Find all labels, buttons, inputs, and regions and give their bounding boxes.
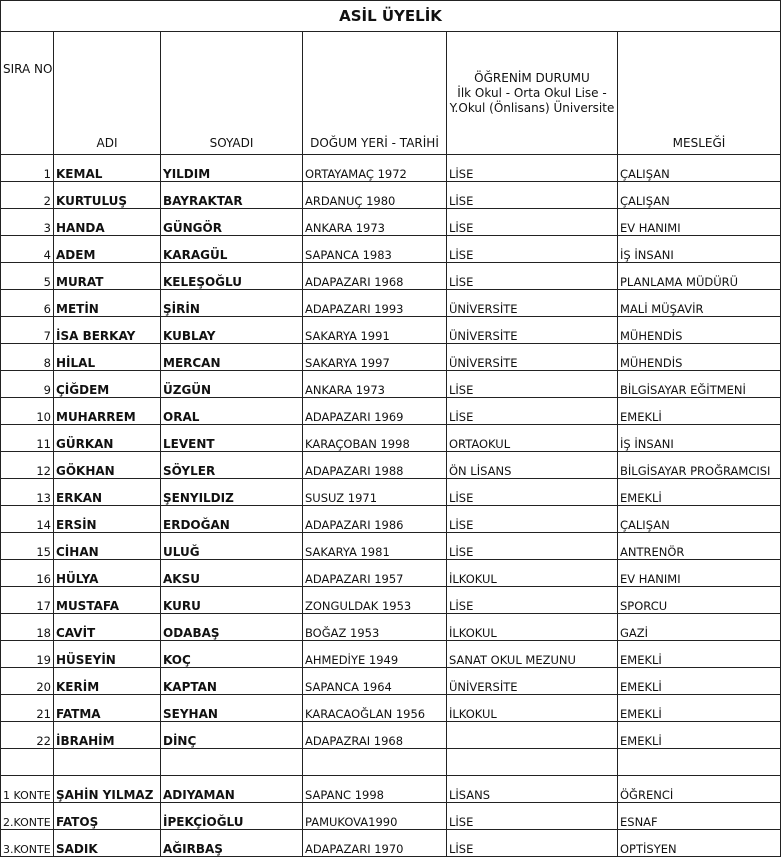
cell-dogum: ADAPAZARI 1957 xyxy=(303,560,447,587)
cell-no: 6 xyxy=(1,290,54,317)
cell-egitim: ORTAOKUL xyxy=(447,425,618,452)
cell-egitim: ÖN LİSANS xyxy=(447,452,618,479)
title-row xyxy=(1,1,781,32)
cell-dogum: SAKARYA 1997 xyxy=(303,344,447,371)
cell-no: 5 xyxy=(1,263,54,290)
cell-no: 17 xyxy=(1,587,54,614)
cell-soyadi: KARAGÜL xyxy=(161,236,303,263)
cell-egitim: ÜNİVERSİTE xyxy=(447,344,618,371)
table-row xyxy=(1,371,781,398)
cell-dogum: SAPANCA 1964 xyxy=(303,668,447,695)
cell-egitim: LİSE xyxy=(447,803,618,830)
cell-no: 1 KONTE xyxy=(1,776,54,803)
cell-adi: CAVİT xyxy=(54,614,161,641)
cell-no: 12 xyxy=(1,452,54,479)
cell-meslek: MÜHENDİS xyxy=(618,317,781,344)
cell-dogum: ARDANUÇ 1980 xyxy=(303,182,447,209)
cell-no: 20 xyxy=(1,668,54,695)
cell-no: 8 xyxy=(1,344,54,371)
cell-egitim: İLKOKUL xyxy=(447,614,618,641)
cell-meslek: EV HANIMI xyxy=(618,560,781,587)
cell-meslek: BİLGİSAYAR EĞİTMENİ xyxy=(618,371,781,398)
cell-adi: KEMAL xyxy=(54,155,161,182)
cell-dogum: SAPANCA 1983 xyxy=(303,236,447,263)
cell-meslek: ÇALIŞAN xyxy=(618,155,781,182)
cell-meslek: PLANLAMA MÜDÜRÜ xyxy=(618,263,781,290)
cell-adi: GÖKHAN xyxy=(54,452,161,479)
cell-soyadi: MERCAN xyxy=(161,344,303,371)
cell-adi: ŞAHİN YILMAZ xyxy=(54,776,161,803)
cell-egitim: LİSE xyxy=(447,506,618,533)
cell-soyadi: ODABAŞ xyxy=(161,614,303,641)
table-row xyxy=(1,209,781,236)
table-row xyxy=(1,263,781,290)
cell-no: 4 xyxy=(1,236,54,263)
cell-egitim xyxy=(447,722,618,749)
cell-adi: METİN xyxy=(54,290,161,317)
cell-meslek: İŞ İNSANI xyxy=(618,425,781,452)
cell-no: 19 xyxy=(1,641,54,668)
cell-no: 22 xyxy=(1,722,54,749)
table-row xyxy=(1,533,781,560)
cell-meslek: BİLGİSAYAR PROĞRAMCISI xyxy=(618,452,781,479)
table-row xyxy=(1,182,781,209)
header-egitim-title: ÖĞRENİM DURUMU xyxy=(474,70,590,85)
empty-cell xyxy=(447,749,618,776)
cell-soyadi: LEVENT xyxy=(161,425,303,452)
empty-cell xyxy=(1,749,54,776)
cell-no: 21 xyxy=(1,695,54,722)
cell-meslek: OPTİSYEN xyxy=(618,830,781,857)
cell-egitim: LİSE xyxy=(447,587,618,614)
cell-adi: ÇİĞDEM xyxy=(54,371,161,398)
cell-no: 15 xyxy=(1,533,54,560)
empty-cell xyxy=(303,749,447,776)
cell-dogum: SAPANC 1998 xyxy=(303,776,447,803)
cell-soyadi: GÜNGÖR xyxy=(161,209,303,236)
cell-meslek: ÇALIŞAN xyxy=(618,506,781,533)
cell-adi: HİLAL xyxy=(54,344,161,371)
table-row xyxy=(1,155,781,182)
table-row xyxy=(1,776,781,803)
cell-soyadi: YILDIM xyxy=(161,155,303,182)
table-row xyxy=(1,290,781,317)
cell-egitim: LİSE xyxy=(447,263,618,290)
table-row xyxy=(1,398,781,425)
cell-meslek: EMEKLİ xyxy=(618,722,781,749)
cell-egitim: LİSE xyxy=(447,830,618,857)
table-row xyxy=(1,641,781,668)
cell-soyadi: SEYHAN xyxy=(161,695,303,722)
cell-dogum: SUSUZ 1971 xyxy=(303,479,447,506)
cell-meslek: MALİ MÜŞAVİR xyxy=(618,290,781,317)
cell-egitim: LİSE xyxy=(447,479,618,506)
header-sira-no: SIRA NO xyxy=(1,32,54,155)
cell-dogum: KARAÇOBAN 1998 xyxy=(303,425,447,452)
cell-egitim: LİSE xyxy=(447,371,618,398)
cell-soyadi: ADIYAMAN xyxy=(161,776,303,803)
cell-dogum: ADAPAZARI 1970 xyxy=(303,830,447,857)
cell-soyadi: AKSU xyxy=(161,560,303,587)
header-meslek: MESLEĞİ xyxy=(618,32,781,155)
table-row xyxy=(1,803,781,830)
cell-no: 9 xyxy=(1,371,54,398)
cell-soyadi: ERDOĞAN xyxy=(161,506,303,533)
cell-adi: ERSİN xyxy=(54,506,161,533)
cell-soyadi: DİNÇ xyxy=(161,722,303,749)
table-row xyxy=(1,452,781,479)
cell-no: 14 xyxy=(1,506,54,533)
table-row xyxy=(1,695,781,722)
cell-adi: HÜSEYİN xyxy=(54,641,161,668)
empty-cell xyxy=(618,749,781,776)
cell-dogum: ZONGULDAK 1953 xyxy=(303,587,447,614)
cell-egitim: LİSE xyxy=(447,182,618,209)
cell-egitim: LİSE xyxy=(447,209,618,236)
cell-meslek: EMEKLİ xyxy=(618,398,781,425)
cell-soyadi: ULUĞ xyxy=(161,533,303,560)
cell-no: 3 xyxy=(1,209,54,236)
cell-egitim: ÜNİVERSİTE xyxy=(447,317,618,344)
cell-meslek: MÜHENDİS xyxy=(618,344,781,371)
header-dogum: DOĞUM YERİ - TARİHİ xyxy=(303,32,447,155)
cell-no: 18 xyxy=(1,614,54,641)
cell-dogum: SAKARYA 1981 xyxy=(303,533,447,560)
cell-meslek: GAZİ xyxy=(618,614,781,641)
cell-adi: ERKAN xyxy=(54,479,161,506)
cell-meslek: ÇALIŞAN xyxy=(618,182,781,209)
cell-adi: CİHAN xyxy=(54,533,161,560)
cell-adi: KERİM xyxy=(54,668,161,695)
cell-dogum: ANKARA 1973 xyxy=(303,209,447,236)
cell-adi: MUSTAFA xyxy=(54,587,161,614)
table-row xyxy=(1,344,781,371)
cell-meslek: İŞ İNSANI xyxy=(618,236,781,263)
cell-soyadi: KOÇ xyxy=(161,641,303,668)
table-row xyxy=(1,668,781,695)
cell-adi: SADIK xyxy=(54,830,161,857)
cell-dogum: SAKARYA 1991 xyxy=(303,317,447,344)
cell-meslek: EMEKLİ xyxy=(618,479,781,506)
table-row xyxy=(1,479,781,506)
cell-dogum: ADAPAZARI 1969 xyxy=(303,398,447,425)
cell-no: 2 xyxy=(1,182,54,209)
cell-no: 11 xyxy=(1,425,54,452)
header-row xyxy=(1,32,781,155)
cell-dogum: KARACAOĞLAN 1956 xyxy=(303,695,447,722)
cell-soyadi: KELEŞOĞLU xyxy=(161,263,303,290)
cell-dogum: ANKARA 1973 xyxy=(303,371,447,398)
table-row xyxy=(1,236,781,263)
cell-egitim: LİSE xyxy=(447,155,618,182)
cell-adi: HÜLYA xyxy=(54,560,161,587)
cell-egitim: LİSANS xyxy=(447,776,618,803)
cell-dogum: PAMUKOVA1990 xyxy=(303,803,447,830)
cell-dogum: ADAPAZARI 1968 xyxy=(303,263,447,290)
cell-soyadi: ÜZGÜN xyxy=(161,371,303,398)
cell-soyadi: ORAL xyxy=(161,398,303,425)
empty-cell xyxy=(161,749,303,776)
cell-dogum: AHMEDİYE 1949 xyxy=(303,641,447,668)
cell-no: 10 xyxy=(1,398,54,425)
cell-dogum: ORTAYAMAÇ 1972 xyxy=(303,155,447,182)
cell-meslek: EMEKLİ xyxy=(618,641,781,668)
cell-adi: İBRAHİM xyxy=(54,722,161,749)
cell-no: 2.KONTE xyxy=(1,803,54,830)
cell-adi: FATOŞ xyxy=(54,803,161,830)
cell-soyadi: SÖYLER xyxy=(161,452,303,479)
cell-soyadi: KAPTAN xyxy=(161,668,303,695)
cell-egitim: SANAT OKUL MEZUNU xyxy=(447,641,618,668)
cell-no: 3.KONTE xyxy=(1,830,54,857)
cell-soyadi: KUBLAY xyxy=(161,317,303,344)
header-soyadi: SOYADI xyxy=(161,32,303,155)
spacer-row xyxy=(1,749,781,776)
cell-adi: HANDA xyxy=(54,209,161,236)
cell-adi: GÜRKAN xyxy=(54,425,161,452)
cell-no: 16 xyxy=(1,560,54,587)
cell-soyadi: İPEKÇİOĞLU xyxy=(161,803,303,830)
table-row xyxy=(1,722,781,749)
header-adi: ADI xyxy=(54,32,161,155)
cell-meslek: ANTRENÖR xyxy=(618,533,781,560)
cell-soyadi: BAYRAKTAR xyxy=(161,182,303,209)
cell-egitim: LİSE xyxy=(447,533,618,560)
empty-cell xyxy=(54,749,161,776)
cell-no: 13 xyxy=(1,479,54,506)
cell-dogum: ADAPAZRAI 1968 xyxy=(303,722,447,749)
header-egitim-detail: İlk Okul - Orta Okul Lise - Y.Okul (Önlisans) Üniversite xyxy=(449,85,615,115)
table-row xyxy=(1,317,781,344)
cell-meslek: SPORCU xyxy=(618,587,781,614)
cell-adi: İSA BERKAY xyxy=(54,317,161,344)
cell-adi: FATMA xyxy=(54,695,161,722)
cell-meslek: ESNAF xyxy=(618,803,781,830)
cell-no: 1 xyxy=(1,155,54,182)
sheet-title: ASİL ÜYELİK xyxy=(1,1,781,32)
cell-dogum: BOĞAZ 1953 xyxy=(303,614,447,641)
cell-meslek: EV HANIMI xyxy=(618,209,781,236)
cell-egitim: İLKOKUL xyxy=(447,695,618,722)
cell-meslek: EMEKLİ xyxy=(618,668,781,695)
cell-soyadi: AĞIRBAŞ xyxy=(161,830,303,857)
cell-egitim: ÜNİVERSİTE xyxy=(447,290,618,317)
cell-soyadi: KURU xyxy=(161,587,303,614)
table-row xyxy=(1,614,781,641)
cell-egitim: LİSE xyxy=(447,236,618,263)
cell-egitim: ÜNİVERSİTE xyxy=(447,668,618,695)
cell-meslek: EMEKLİ xyxy=(618,695,781,722)
cell-meslek: ÖĞRENCİ xyxy=(618,776,781,803)
cell-adi: ADEM xyxy=(54,236,161,263)
cell-dogum: ADAPAZARI 1988 xyxy=(303,452,447,479)
cell-dogum: ADAPAZARI 1993 xyxy=(303,290,447,317)
cell-dogum: ADAPAZARI 1986 xyxy=(303,506,447,533)
table-row xyxy=(1,506,781,533)
cell-egitim: LİSE xyxy=(447,398,618,425)
cell-soyadi: ŞİRİN xyxy=(161,290,303,317)
table-row xyxy=(1,587,781,614)
cell-soyadi: ŞENYILDIZ xyxy=(161,479,303,506)
cell-no: 7 xyxy=(1,317,54,344)
cell-adi: MUHARREM xyxy=(54,398,161,425)
header-egitim xyxy=(447,32,618,155)
cell-egitim: İLKOKUL xyxy=(447,560,618,587)
table-row xyxy=(1,560,781,587)
table-row xyxy=(1,425,781,452)
cell-adi: MURAT xyxy=(54,263,161,290)
cell-adi: KURTULUŞ xyxy=(54,182,161,209)
